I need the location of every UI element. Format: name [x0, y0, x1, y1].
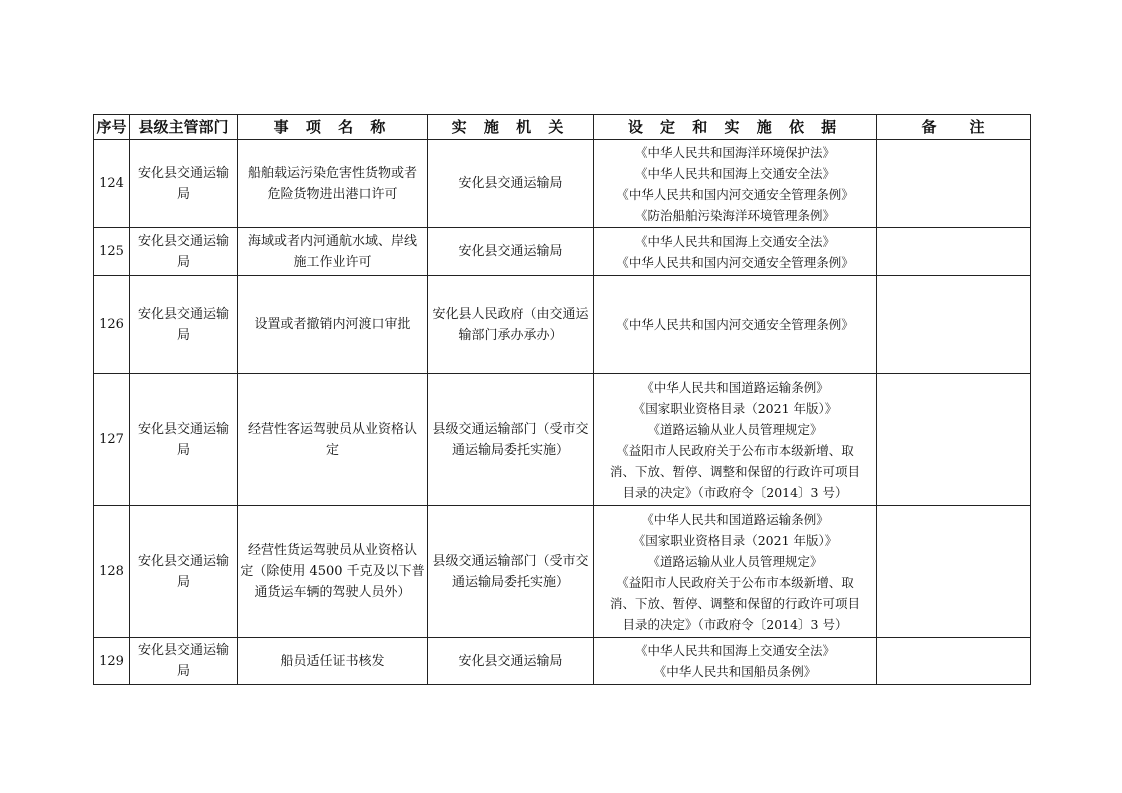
table-row — [94, 638, 1031, 685]
cell-dept — [130, 140, 238, 228]
cell-dept-line: 安化县交通运输 — [137, 553, 229, 569]
table-row — [94, 506, 1031, 638]
cell-dept — [130, 228, 238, 276]
cell-item-name — [238, 638, 428, 685]
header-org: 实 施 机 关 — [428, 115, 594, 140]
cell-basis-line: 《益阳市人民政府关于公布市本级新增、取 — [616, 442, 854, 458]
cell-org — [428, 140, 594, 228]
cell-basis-line: 《国家职业资格目录（2021 年版）》 — [632, 400, 838, 416]
cell-basis-line: 《益阳市人民政府关于公布市本级新增、取 — [616, 574, 854, 590]
cell-dept — [130, 638, 238, 685]
cell-item-name-line: 设置或者撤销内河渡口审批 — [254, 317, 411, 332]
cell-org-line: 安化县人民政府（由交通运 — [432, 306, 589, 322]
approval-items-table — [93, 114, 1031, 685]
cell-item-name-line: 海域或者内河通航水域、岸线 — [247, 233, 417, 249]
cell-item-name — [238, 228, 428, 276]
header-dept: 县级主管部门 — [130, 115, 238, 140]
cell-org-line: 通运输局委托实施） — [451, 574, 569, 590]
cell-dept-line: 安化县交通运输 — [137, 306, 229, 322]
cell-dept-line: 局 — [176, 186, 190, 202]
header-basis: 设 定 和 实 施 依 据 — [594, 115, 877, 140]
cell-basis — [594, 374, 877, 506]
cell-dept-line: 安化县交通运输 — [137, 233, 229, 249]
cell-basis — [594, 276, 877, 374]
cell-org-line: 通运输局委托实施） — [451, 442, 569, 458]
cell-basis-line: 《中华人民共和国海上交通安全法》 — [634, 233, 835, 249]
cell-org-line: 安化县交通运输局 — [458, 653, 563, 669]
cell-dept-line: 局 — [176, 664, 190, 679]
cell-item-name — [238, 506, 428, 638]
cell-note — [877, 506, 1031, 638]
cell-seq: 125 — [94, 228, 130, 276]
cell-basis-line: 《中华人民共和国船员条例》 — [653, 664, 817, 679]
cell-seq: 124 — [94, 140, 130, 228]
cell-item-name-line: 定 — [325, 442, 339, 458]
cell-basis-line: 《国家职业资格目录（2021 年版）》 — [632, 532, 838, 548]
cell-org-line: 安化县交通运输局 — [458, 176, 563, 191]
cell-note — [877, 140, 1031, 228]
cell-seq: 128 — [94, 506, 130, 638]
cell-seq: 127 — [94, 374, 130, 506]
cell-org-line: 安化县交通运输局 — [458, 244, 563, 259]
cell-org — [428, 276, 594, 374]
table-row — [94, 374, 1031, 506]
cell-basis-line: 目录的决定》（市政府令〔2014〕3 号） — [622, 616, 848, 632]
cell-dept-line: 局 — [176, 442, 190, 458]
cell-basis — [594, 638, 877, 685]
table-row — [94, 228, 1031, 276]
cell-dept-line: 安化县交通运输 — [137, 643, 229, 658]
cell-basis — [594, 506, 877, 638]
cell-basis — [594, 140, 877, 228]
cell-dept — [130, 276, 238, 374]
cell-basis-line: 《中华人民共和国内河交通安全管理条例》 — [616, 186, 854, 202]
cell-item-name — [238, 276, 428, 374]
table-row — [94, 276, 1031, 374]
cell-dept-line: 安化县交通运输 — [137, 421, 229, 437]
cell-basis-line: 《中华人民共和国内河交通安全管理条例》 — [616, 317, 854, 332]
cell-basis-line: 《中华人民共和国海洋环境保护法》 — [634, 144, 835, 160]
cell-basis-line: 《防治船舶污染海洋环境管理条例》 — [634, 207, 835, 223]
cell-dept-line: 局 — [176, 574, 190, 590]
cell-basis-line: 《中华人民共和国海上交通安全法》 — [634, 165, 835, 181]
cell-item-name — [238, 374, 428, 506]
cell-org — [428, 638, 594, 685]
header-seq: 序号 — [94, 115, 130, 140]
cell-basis-line: 消、下放、暂停、调整和保留的行政许可项目 — [609, 463, 860, 479]
cell-item-name-line: 经营性客运驾驶员从业资格认 — [247, 421, 417, 437]
table-body — [94, 140, 1031, 685]
cell-note — [877, 638, 1031, 685]
cell-org — [428, 506, 594, 638]
cell-dept — [130, 506, 238, 638]
cell-seq: 129 — [94, 638, 130, 685]
cell-item-name-line: 危险货物进出港口许可 — [267, 186, 398, 202]
cell-dept — [130, 374, 238, 506]
cell-dept-line: 安化县交通运输 — [137, 165, 229, 181]
cell-note — [877, 228, 1031, 276]
header-item: 事 项 名 称 — [238, 115, 428, 140]
cell-org-line: 县级交通运输部门（受市交 — [432, 421, 589, 437]
cell-basis-line: 《中华人民共和国海上交通安全法》 — [634, 643, 835, 658]
cell-item-name-line: 船舶载运污染危害性货物或者 — [247, 165, 417, 181]
cell-item-name-line: 通货运车辆的驾驶人员外） — [254, 585, 411, 600]
cell-seq: 126 — [94, 276, 130, 374]
cell-item-name-line: 施工作业许可 — [293, 254, 372, 270]
cell-dept-line: 局 — [176, 254, 190, 270]
cell-dept-line: 局 — [176, 327, 190, 343]
header-row — [94, 115, 1031, 140]
cell-item-name-line: 船员适任证书核发 — [280, 653, 385, 669]
cell-org — [428, 228, 594, 276]
cell-basis-line: 《中华人民共和国道路运输条例》 — [641, 379, 829, 395]
cell-basis-line: 《道路运输从业人员管理规定》 — [647, 553, 823, 569]
cell-note — [877, 276, 1031, 374]
cell-basis-line: 《道路运输从业人员管理规定》 — [647, 421, 823, 437]
table-row — [94, 140, 1031, 228]
cell-basis-line: 《中华人民共和国道路运输条例》 — [641, 511, 829, 527]
cell-org-line: 输部门承办承办） — [458, 327, 563, 343]
header-note: 备 注 — [877, 115, 1031, 140]
cell-note — [877, 374, 1031, 506]
cell-item-name — [238, 140, 428, 228]
cell-org — [428, 374, 594, 506]
cell-basis-line: 消、下放、暂停、调整和保留的行政许可项目 — [609, 595, 860, 611]
cell-basis-line: 《中华人民共和国内河交通安全管理条例》 — [616, 254, 854, 270]
cell-basis-line: 目录的决定》（市政府令〔2014〕3 号） — [622, 484, 848, 500]
cell-org-line: 县级交通运输部门（受市交 — [432, 553, 589, 569]
cell-item-name-line: 经营性货运驾驶员从业资格认 — [247, 543, 417, 558]
cell-item-name-line: 定（除使用 4500 千克及以下普 — [240, 564, 425, 579]
cell-basis — [594, 228, 877, 276]
